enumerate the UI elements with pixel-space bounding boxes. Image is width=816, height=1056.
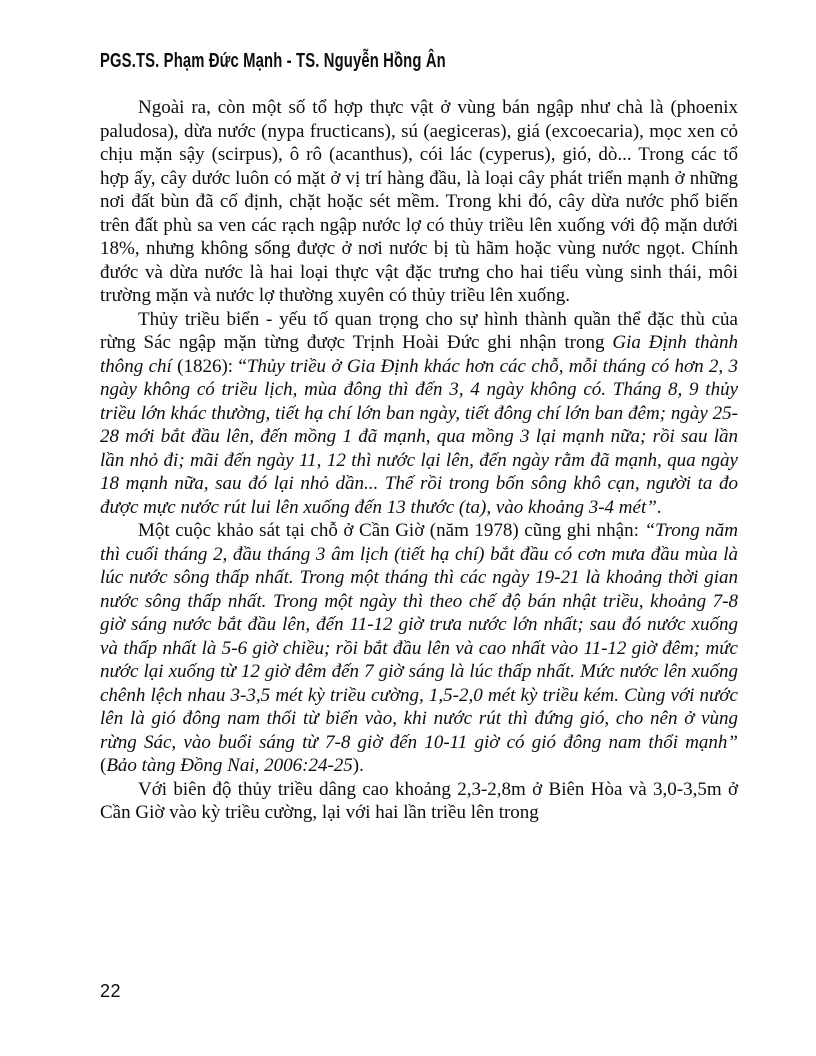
text-run: ). <box>352 755 364 776</box>
text-run: (1826): “ <box>171 355 247 377</box>
page-number: 22 <box>100 981 122 1001</box>
text-run: Gia Định thành thông chí <box>100 332 738 377</box>
text-run: Thủy triều biển - yếu tố quan trọng cho sự hình thành quần thể đặc thù của rừng Sác ngập mặn từng được Trịnh Hoài Đức ghi nhận trong <box>100 308 738 353</box>
text-run: Bảo tàng Đồng Nai, 2006:24-25 <box>106 755 353 776</box>
text-run: ( <box>100 755 107 776</box>
text-run: . <box>656 496 662 518</box>
text-run: Một cuộc khảo sát tại chỗ ở Cần Giờ (năm 1978) cũng ghi nhận: <box>138 520 645 541</box>
paragraph-2 <box>100 308 738 520</box>
paragraph-3 <box>100 519 738 778</box>
running-header: PGS.TS. Phạm Đức Mạnh - TS. Nguyễn Hồng Ân <box>100 50 446 72</box>
paragraph-1 <box>100 96 738 308</box>
page-body <box>100 96 738 825</box>
text-run: Thủy triều ở Gia Định khác hơn các chỗ, mỗi tháng có hơn 2, 3 ngày không có triều lịch, mùa đông thì đến 3, 4 ngày không có. Tháng 8, 9 thủy triều lớn khác thường, tiết hạ chí lớn ban ngày, tiết đông chí lớn ban đêm; ngày 25-28 mới bắt đầu lên, đến mồng 1 đã mạnh, qua mồng 3 lại mạnh nữa; rồi sau lần lần nhỏ đi; mãi đến ngày 11, 12 thì nước lại lên, đến ngày rằm đã mạnh, qua ngày 18 mạnh nữa, sau đó lại nhỏ dần... Thế rồi trong bốn sông khô cạn, người ta đo được mực nước rút lui lên xuống đến 13 thước (ta), vào khoảng 3-4 mét” <box>100 355 738 518</box>
text-run: Với biên độ thủy triều dâng cao khoảng 2,3-2,8m ở Biên Hòa và 3,0-3,5m ở Cần Giờ vào kỳ triều cường, lại với hai lần triều lên trong <box>100 778 738 823</box>
text-run: “Trong năm thì cuối tháng 2, đầu tháng 3 âm lịch (tiết hạ chí) bắt đầu có cơn mưa đầu mùa là lúc nước sông thấp nhất. Trong một tháng thì các ngày 19-21 là khoảng thời gian nước sông thấp nhất. Trong một ngày thì theo chế độ bán nhật triều, khoảng 7-8 giờ sáng nước bắt đầu lên, đến 11-12 giờ trưa nước lớn nhất; sau đó nước xuống và thấp nhất là 5-6 giờ chiều; rồi bắt đầu lên và cao nhất vào 11-12 giờ đêm; mức nước lại xuống từ 12 giờ đêm đến 7 giờ sáng là lúc thấp nhất. Mức nước lên xuống chênh lệch nhau 3-3,5 mét kỳ triều cường, 1,5-2,0 mét kỳ triều kém. Cùng với nước lên là gió đông nam thổi từ biển vào, khi nước rút thì đứng gió, cho nên ở vùng rừng Sác, vào buổi sáng từ 7-8 giờ đến 10-11 giờ có gió đông nam thổi mạnh” <box>100 520 738 753</box>
paragraph-4 <box>100 778 738 825</box>
text-run: Ngoài ra, còn một số tổ hợp thực vật ở vùng bán ngập như chà là (phoenix paludosa), dừa nước (nypa fructicans), sú (aegiceras), giá (excoecaria), mọc xen cỏ chịu mặn sậy (scirpus), ô rô (acanthus), cói lác (cyperus), gió, dò... Trong các tổ hợp ấy, cây dước luôn có mặt ở vị trí hàng đầu, là loại cây phát triển mạnh ở những nơi đất bùn đã cố định, chặt hoặc sét mềm. Trong khi đó, cây dừa nước phổ biến trên đất phù sa ven các rạch ngập nước lợ có thủy triều lên xuống với độ mặn dưới 18%, nhưng không sống được ở nơi nước bị tù hãm hoặc vùng nước ngọt. Chính đước và dừa nước là hai loại thực vật đặc trưng cho hai tiểu vùng sinh thái, môi trường mặn và nước lợ thường xuyên có thủy triều lên xuống. <box>100 97 738 306</box>
